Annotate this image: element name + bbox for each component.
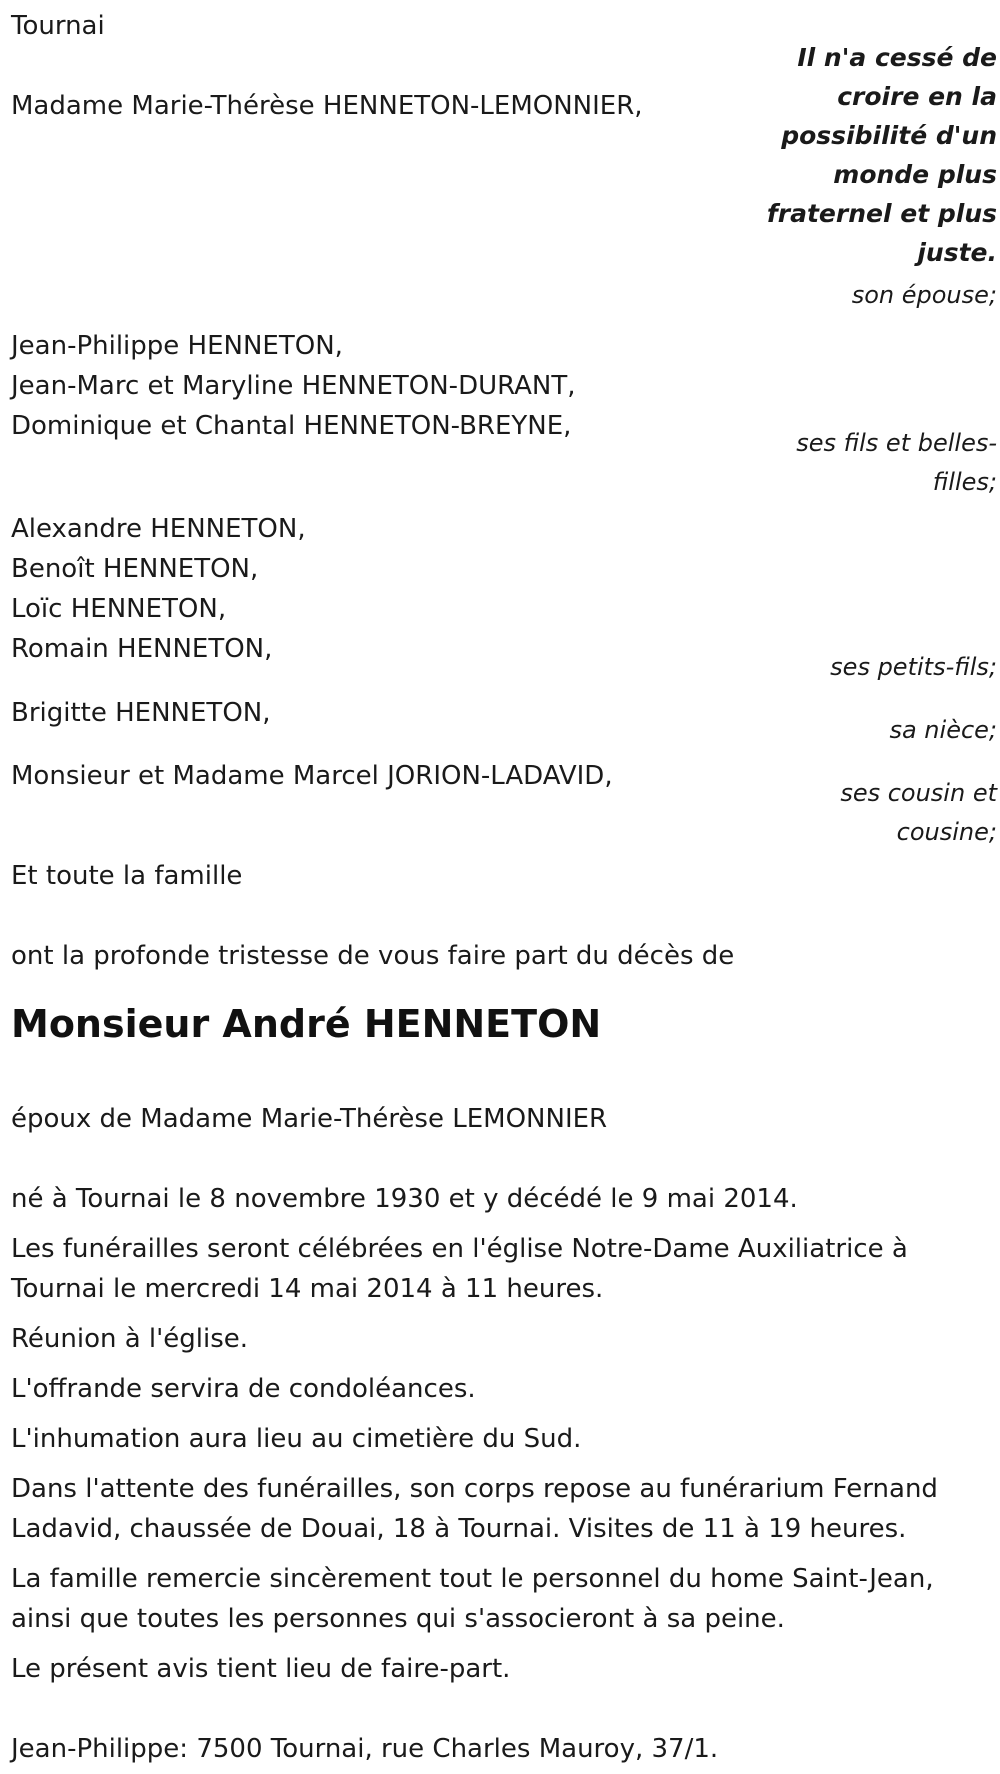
grandsons-relation: ses petits-fils;	[830, 653, 997, 681]
city: Tournai	[11, 11, 105, 41]
announcement: ont la profonde tristesse de vous faire part du décès de	[11, 941, 735, 971]
family-line: Et toute la famille	[11, 861, 243, 891]
son-3: Dominique et Chantal HENNETON-BREYNE,	[11, 411, 572, 441]
detail-thanks: La famille remercie sincèrement tout le personnel du home Saint-Jean, ainsi que toutes les personnes qui s'associeront à sa peine.	[11, 1564, 934, 1634]
detail-birth-death: né à Tournai le 8 novembre 1930 et y décédé le 9 mai 2014.	[11, 1184, 798, 1214]
grandson-4: Romain HENNETON,	[11, 634, 273, 664]
detail-meeting: Réunion à l'église.	[11, 1324, 249, 1354]
address: Jean-Philippe: 7500 Tournai, rue Charles Mauroy, 37/1.	[11, 1734, 719, 1764]
detail-burial: L'inhumation aura lieu au cimetière du Sud.	[11, 1424, 582, 1454]
son-1: Jean-Philippe HENNETON,	[11, 331, 343, 361]
detail-funerarium: Dans l'attente des funérailles, son corps repose au funérarium Fernand Ladavid, chaussée de Douai, 18 à Tournai. Visites de 11 à 19 heures.	[11, 1474, 938, 1544]
grandson-3: Loïc HENNETON,	[11, 594, 227, 624]
cousins-name: Monsieur et Madame Marcel JORION-LADAVID,	[11, 761, 613, 791]
son-2: Jean-Marc et Maryline HENNETON-DURANT,	[11, 371, 576, 401]
spouse-relation: son épouse;	[851, 281, 997, 309]
grandson-1: Alexandre HENNETON,	[11, 514, 306, 544]
detail-funeral: Les funérailles seront célébrées en l'église Notre-Dame Auxiliatrice à Tournai le mercredi 14 mai 2014 à 11 heures.	[11, 1234, 908, 1304]
detail-notice: Le présent avis tient lieu de faire-part.	[11, 1654, 511, 1684]
deceased-name: Monsieur André HENNETON	[11, 1002, 602, 1046]
spouse-name: Madame Marie-Thérèse HENNETON-LEMONNIER,	[11, 91, 643, 121]
grandson-2: Benoît HENNETON,	[11, 554, 259, 584]
detail-offering: L'offrande servira de condoléances.	[11, 1374, 476, 1404]
spouse-line: époux de Madame Marie-Thérèse LEMONNIER	[11, 1104, 608, 1134]
niece-name: Brigitte HENNETON,	[11, 698, 271, 728]
cousins-relation: ses cousin et cousine;	[840, 779, 997, 846]
sons-relation: ses fils et belles-filles;	[796, 429, 997, 496]
quote: Il n'a cessé de croire en la possibilité d'un monde plus fraternel et plus juste.	[766, 43, 997, 267]
niece-relation: sa nièce;	[889, 716, 997, 744]
